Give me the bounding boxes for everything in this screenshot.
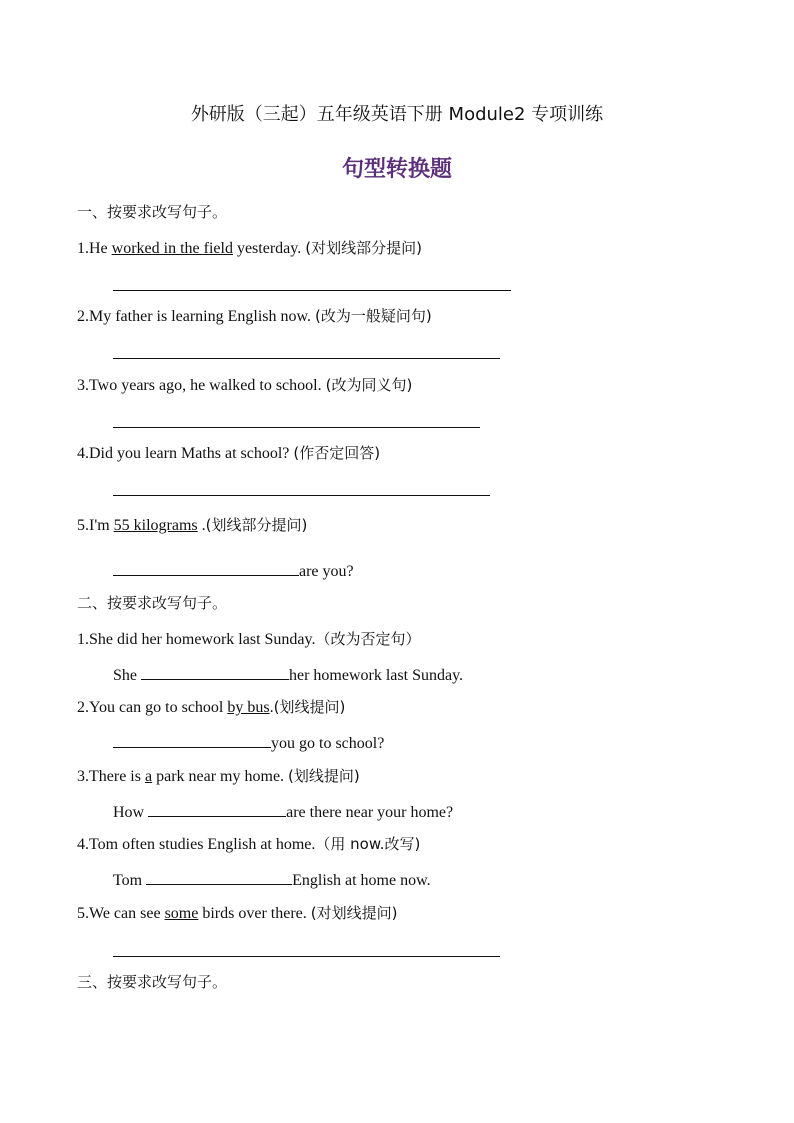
instruction-note: (划线提问) [288,767,360,785]
s2-question-3 [77,766,360,787]
instruction-note: (改为同义句) [325,376,413,394]
s2-question-5 [77,903,397,924]
instruction-note: (对划线部分提问) [305,239,422,257]
s2-question-4 [77,834,420,855]
s2-question-1 [77,629,421,650]
answer-head: She [113,667,141,684]
s1-answer-line-1[interactable] [113,290,511,291]
underlined-phrase: some [164,905,199,922]
underlined-phrase: a [144,768,153,785]
s2-question-2 [77,697,345,718]
answer-head: Tom [113,872,147,889]
s2-answer-line-5[interactable] [113,956,500,957]
q-text: park near my home. [152,768,289,785]
s1-question-4 [77,443,380,464]
q-text: yesterday. [232,240,306,257]
section-3-heading: 三、按要求改写句子。 [77,973,228,991]
s2-answer-3 [113,801,453,823]
section-2-heading: 二、按要求改写句子。 [77,594,228,612]
s1-question-3 [77,375,412,396]
instruction-note: (划线提问) [273,698,346,716]
underlined-phrase: by bus [227,699,270,716]
section-1-heading: 一、按要求改写句子。 [77,203,228,221]
s2-answer-1 [113,664,463,686]
answer-tail: are you? [299,563,354,580]
q-text: 2.My father is learning English now. [77,308,316,325]
s1-question-1 [77,238,422,259]
s1-question-5 [77,515,307,536]
answer-head: How [113,804,149,821]
q-text: 5.I'm [77,517,114,534]
q-text: 1.She did her homework last Sunday. [77,631,316,648]
q-text: . [197,517,206,534]
q-text: 3.Two years ago, he walked to school. [77,377,326,394]
q-text: 4.Did you learn Maths at school? [77,445,294,462]
instruction-note: (改为一般疑问句) [315,307,432,325]
q-text: . [269,699,274,716]
q-text: 5.We can see [77,905,165,922]
s1-answer-line-3[interactable] [113,427,480,428]
underlined-phrase: 55 kilograms [113,517,198,534]
answer-blank[interactable] [141,664,289,680]
instruction-note: （用 now.改写) [315,835,421,853]
q-text: 1.He [77,240,112,257]
q-text: 4.Tom often studies English at home. [77,836,316,853]
s2-answer-2 [113,732,384,754]
q-text: 3.There is [77,768,145,785]
answer-blank[interactable] [113,732,271,748]
answer-tail: you go to school? [271,735,385,752]
page-title: 外研版（三起）五年级英语下册 Module2 专项训练 [190,104,604,125]
s1-answer-5 [113,560,354,582]
s1-answer-line-4[interactable] [113,495,490,496]
s2-answer-4 [113,869,431,891]
underlined-phrase: worked in the field [111,240,233,257]
s1-question-2 [77,306,432,327]
answer-tail: are there near your home? [286,804,454,821]
instruction-note: (划线部分提问) [205,516,308,534]
answer-blank[interactable] [113,560,299,576]
instruction-note: (对划线提问) [310,904,398,922]
answer-blank[interactable] [146,869,292,885]
worksheet-subtitle: 句型转换题 [341,157,452,182]
q-text: birds over there. [198,905,311,922]
answer-tail: English at home now. [292,872,431,889]
answer-tail: her homework last Sunday. [289,667,464,684]
answer-blank[interactable] [148,801,286,817]
instruction-note: （改为否定句） [315,630,421,648]
q-text: 2.You can go to school [77,699,228,716]
instruction-note: (作否定回答) [293,444,381,462]
s1-answer-line-2[interactable] [113,358,500,359]
